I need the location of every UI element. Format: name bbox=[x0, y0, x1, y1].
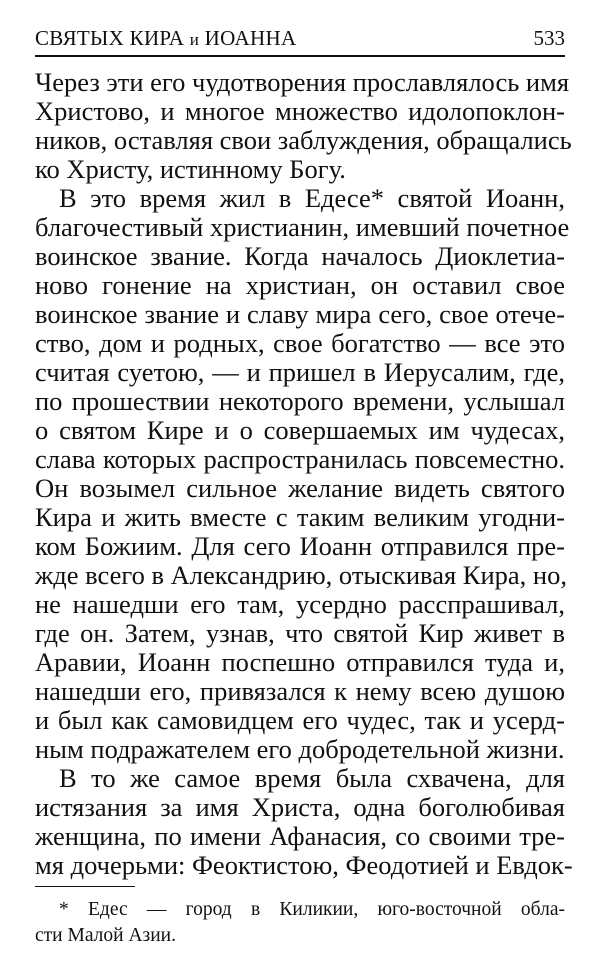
text-line: ников, оставляя свои заблуждения, обращались bbox=[35, 125, 572, 155]
paragraph bbox=[35, 67, 572, 184]
running-title-conjunction: и bbox=[189, 30, 200, 49]
text-line: не нашедши его там, усердно расспрашивал, bbox=[35, 589, 565, 619]
text-line: ство, дом и родных, свое богатство — все это bbox=[35, 328, 565, 358]
text-line: ново гонение на христиан, он оставил свое bbox=[35, 270, 565, 300]
text-line: нашедши его, привязался к нему всею душою bbox=[35, 676, 565, 706]
text-line: истязания за имя Христа, одна боголюбивая bbox=[35, 792, 565, 822]
text-line: В то же самое время была схвачена, для bbox=[59, 763, 565, 793]
text-line: жде всего в Александрию, отыскивая Кира, но, bbox=[35, 560, 567, 590]
running-header bbox=[35, 22, 565, 57]
page-number: 533 bbox=[533, 26, 565, 50]
footnote-line: * Едес — город в Киликии, юго-восточной обла- bbox=[59, 899, 565, 920]
text-line: Христово, и многое множество идолопоклон- bbox=[35, 96, 565, 126]
text-line: ко Христу, истинному Богу. bbox=[35, 154, 346, 184]
text-line: Он возымел сильное желание видеть святого bbox=[35, 473, 565, 503]
text-line: где он. Затем, узнав, что святой Кир живет в bbox=[35, 618, 565, 648]
text-line: ком Божиим. Для сего Иоанн отправился пре- bbox=[35, 531, 565, 561]
body-text bbox=[35, 67, 573, 880]
paragraph bbox=[35, 183, 570, 764]
footnote-line: сти Малой Азии. bbox=[35, 925, 176, 946]
text-line: благочестивый христианин, имевший почетное bbox=[35, 212, 570, 242]
text-line: считая суетою, — и пришел в Иерусалим, где, bbox=[35, 357, 565, 387]
footnote bbox=[35, 897, 565, 949]
footnote-divider bbox=[35, 886, 135, 887]
paragraph bbox=[35, 763, 573, 880]
running-title-part: СВЯТЫХ КИРА bbox=[35, 26, 190, 50]
text-line: воинское звание. Когда началось Диоклетиа- bbox=[35, 241, 565, 271]
text-line: ным подражателем его добродетельной жизни. bbox=[35, 734, 565, 764]
text-line: о святом Кире и о совершаемых им чудесах, bbox=[35, 415, 565, 445]
running-title-part: ИОАННА bbox=[199, 26, 297, 50]
text-line: Через эти его чудотворения прославлялось имя bbox=[35, 67, 570, 97]
text-line: Кира и жить вместе с таким великим угодни- bbox=[35, 502, 565, 532]
running-title bbox=[35, 26, 296, 51]
text-line: по прошествии некоторого времени, услышал bbox=[35, 386, 565, 416]
text-line: и был как самовидцем его чудес, так и усерд- bbox=[35, 705, 565, 735]
text-line: воинское звание и славу мира сего, свое отече- bbox=[35, 299, 565, 329]
text-line: В это время жил в Едесе* святой Иоанн, bbox=[59, 183, 565, 213]
text-line: Аравии, Иоанн поспешно отправился туда и, bbox=[35, 647, 565, 677]
text-line: слава которых распространилась повсеместно. bbox=[35, 444, 565, 474]
text-line: женщина, по имени Афанасия, со своими тре- bbox=[35, 821, 565, 851]
text-line: мя дочерьми: Феоктистою, Феодотией и Евдок- bbox=[35, 850, 573, 880]
